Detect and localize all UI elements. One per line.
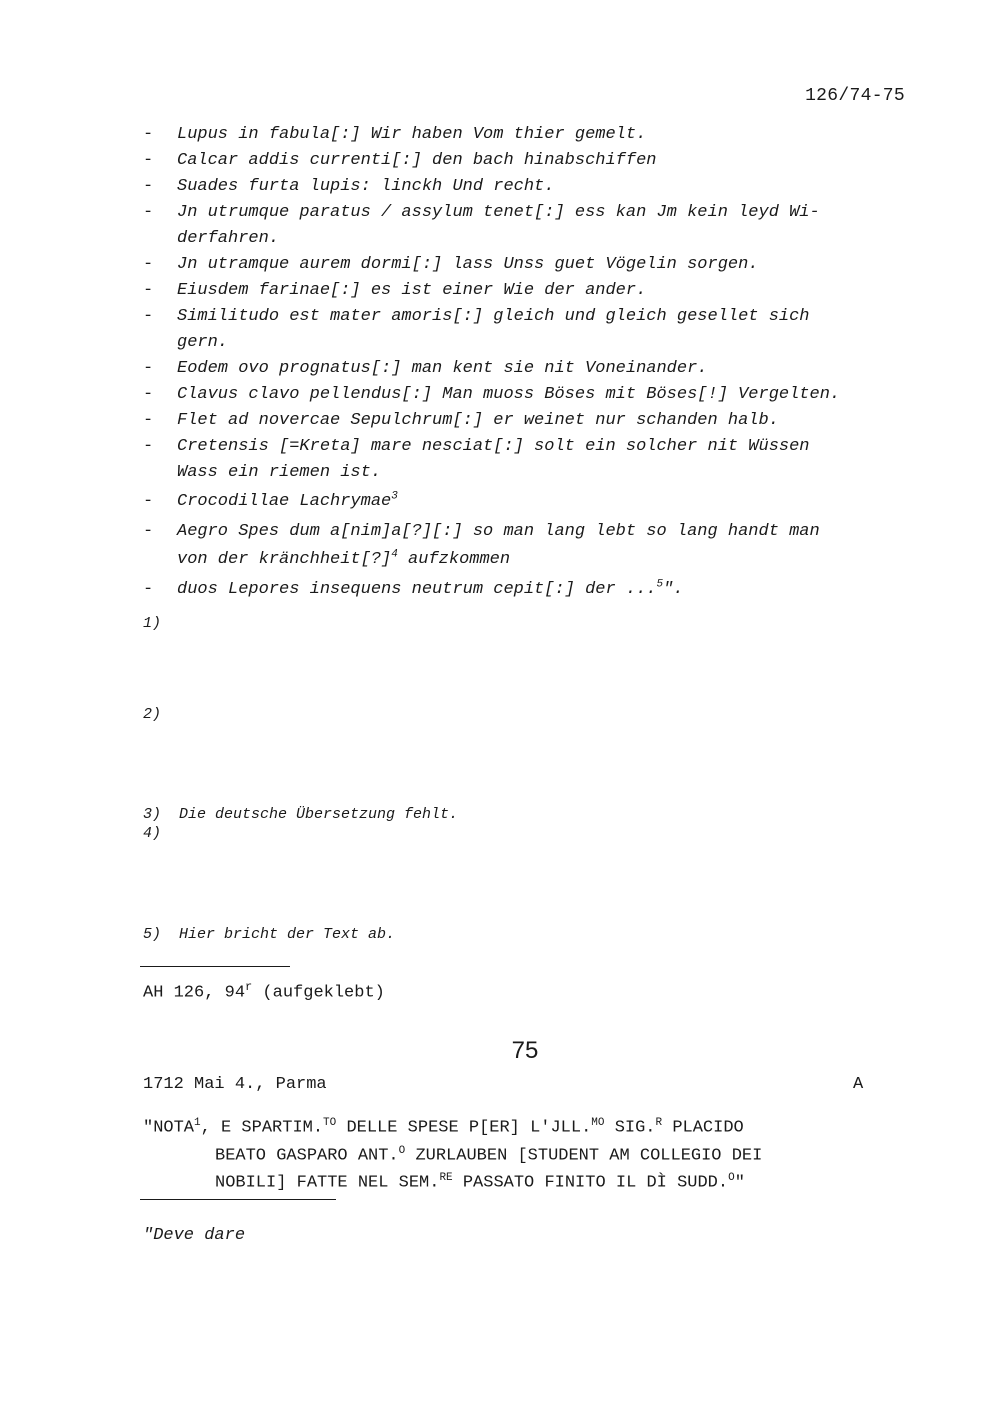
list-dash: - <box>143 255 154 274</box>
title-text: "NOTA <box>143 1118 195 1138</box>
list-dash: - <box>143 151 154 170</box>
proverb-item <box>143 122 923 148</box>
proverb-text: Flet ad novercae Sepulchrum[:] er weinet nur schanden halb. <box>177 411 779 430</box>
proverb-text: Lupus in fabula[:] Wir haben Vom thier gemelt. <box>177 125 647 144</box>
footnote-marker: 5 <box>656 578 664 591</box>
footnote-number: 2) <box>143 706 162 723</box>
proverb-item <box>143 200 923 252</box>
footnote-1 <box>143 614 179 634</box>
footnote-3 <box>143 805 458 825</box>
proverb-text: Suades furta lupis: linckh Und recht. <box>177 177 555 196</box>
title-text: DELLE SPESE P[ER] L'JLL. <box>336 1118 592 1138</box>
proverb-item <box>143 148 923 174</box>
proverb-item <box>143 408 923 434</box>
proverb-item <box>143 278 923 304</box>
title-text: SIG. <box>604 1118 656 1138</box>
title-line <box>143 1140 883 1168</box>
proverb-text: Jn utramque aurem dormi[:] lass Unss guet Vögelin sorgen. <box>177 255 759 274</box>
proverb-text-continued: gern. <box>177 333 229 352</box>
footnote-number: 1) <box>143 615 162 632</box>
title-text: , E SPARTIM. <box>200 1118 324 1138</box>
footnote-marker: 1 <box>194 1117 201 1129</box>
list-dash: - <box>143 359 154 378</box>
title-superscript: R <box>655 1117 663 1129</box>
proverb-list <box>143 122 923 604</box>
proverb-text: Eiusdem farinae[:] es ist einer Wie der ander. <box>177 281 647 300</box>
title-line <box>143 1112 883 1140</box>
proverb-item <box>143 304 923 356</box>
proverb-item <box>143 174 923 200</box>
proverb-item <box>143 488 923 516</box>
proverb-item <box>143 518 923 574</box>
footnote-number: 5) <box>143 926 162 943</box>
proverb-text: Crocodillae Lachrymae <box>177 492 392 511</box>
title-superscript: RE <box>439 1172 453 1185</box>
proverb-item <box>143 434 923 486</box>
proverb-text: duos Lepores insequens neutrum cepit[:] der ... <box>177 580 657 599</box>
proverb-item <box>143 382 923 408</box>
list-dash: - <box>143 125 154 144</box>
footnote-5 <box>143 925 395 945</box>
list-dash: - <box>143 385 154 404</box>
title-superscript: O <box>398 1144 406 1157</box>
proverb-closing: ". <box>663 580 684 599</box>
list-dash: - <box>143 411 154 430</box>
proverb-item <box>143 576 923 604</box>
proverb-text-continued: Wass ein riemen ist. <box>177 463 382 482</box>
list-dash: - <box>143 203 154 222</box>
separator-rule <box>140 966 290 967</box>
deve-dare-heading: "Deve dare <box>143 1226 246 1245</box>
title-text: BEATO GASPARO ANT. <box>215 1146 399 1166</box>
footnote-marker: 3 <box>391 490 398 503</box>
footnote-text: Die deutsche Übersetzung fehlt. <box>179 806 459 823</box>
title-superscript: O <box>728 1172 735 1185</box>
footnote-2 <box>143 705 179 725</box>
list-dash: - <box>143 281 154 300</box>
document-title <box>143 1112 883 1195</box>
footnote-number: 3) <box>143 806 162 823</box>
proverb-text: Similitudo est mater amoris[:] gleich und gleich gesellet sich <box>177 307 810 326</box>
separator-rule <box>140 1199 336 1200</box>
source-superscript: r <box>245 980 253 994</box>
title-text: " <box>734 1173 745 1193</box>
proverb-item <box>143 356 923 382</box>
page-reference: 126/74-75 <box>805 86 905 106</box>
list-dash: - <box>143 437 154 456</box>
proverb-text: Clavus clavo pellendus[:] Man muoss Böses mit Böses[!] Vergelten. <box>177 385 841 404</box>
document-number: 75 <box>511 1037 539 1064</box>
proverb-text: Calcar addis currenti[:] den bach hinabschiffen <box>177 151 657 170</box>
proverb-item <box>143 252 923 278</box>
title-line <box>143 1167 883 1195</box>
title-superscript: TO <box>323 1117 337 1129</box>
footnote-marker: 4 <box>391 548 398 561</box>
footnote-4 <box>143 824 179 844</box>
proverb-text-continued: von der kränchheit[?] <box>177 550 392 569</box>
title-text: PASSATO FINITO IL DÌ SUDD. <box>452 1173 729 1193</box>
title-superscript: MO <box>591 1117 605 1129</box>
proverb-text: Aegro Spes dum a[nim]a[?][:] so man lang lebt so lang handt man <box>177 522 820 541</box>
footnote-number: 4) <box>143 825 162 842</box>
footnote-text: Hier bricht der Text ab. <box>179 926 396 943</box>
source-reference <box>143 980 385 1003</box>
document-date-place: 1712 Mai 4., Parma <box>143 1075 327 1094</box>
list-dash: - <box>143 580 154 599</box>
proverb-text: Jn utrumque paratus / assylum tenet[:] ess kan Jm kein leyd Wi- <box>177 203 820 222</box>
document-type: A <box>853 1075 864 1094</box>
title-text: ZURLAUBEN [STUDENT AM COLLEGIO DEI <box>405 1146 763 1166</box>
list-dash: - <box>143 522 154 541</box>
proverb-text: Eodem ovo prognatus[:] man kent sie nit Voneinander. <box>177 359 708 378</box>
list-dash: - <box>143 307 154 326</box>
source-note: (aufgeklebt) <box>252 983 385 1003</box>
proverb-text: Cretensis [=Kreta] mare nesciat[:] solt ein solcher nit Wüssen <box>177 437 810 456</box>
title-text: PLACIDO <box>662 1118 744 1138</box>
source-text: AH 126, 94 <box>143 983 246 1003</box>
title-text: NOBILI] FATTE NEL SEM. <box>215 1173 440 1193</box>
list-dash: - <box>143 492 154 511</box>
proverb-text-continued: derfahren. <box>177 229 280 248</box>
list-dash: - <box>143 177 154 196</box>
proverb-text-continued: aufzkommen <box>397 550 511 569</box>
